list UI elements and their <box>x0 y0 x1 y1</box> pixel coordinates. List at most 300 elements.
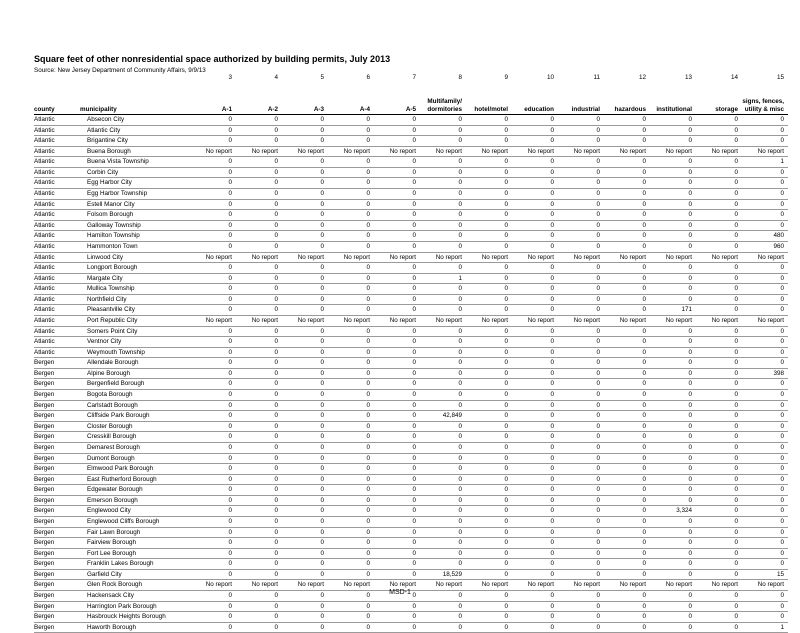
value-cell: 0 <box>742 400 788 411</box>
value-cell: 0 <box>604 210 650 221</box>
value-cell: 0 <box>236 622 282 633</box>
value-cell: 0 <box>696 442 742 453</box>
value-cell: 0 <box>512 305 558 316</box>
value-cell: 0 <box>742 220 788 231</box>
table-row <box>34 390 788 401</box>
value-cell: 0 <box>696 263 742 274</box>
value-cell: 0 <box>190 305 236 316</box>
county-cell: Bergen <box>34 368 80 379</box>
value-cell: No report <box>328 315 374 326</box>
value-cell: 0 <box>466 411 512 422</box>
table-row <box>34 157 788 168</box>
value-cell: No report <box>328 146 374 157</box>
value-cell: 0 <box>420 421 466 432</box>
value-cell: 0 <box>696 411 742 422</box>
municipality-cell: Linwood City <box>80 252 190 263</box>
value-cell: 0 <box>190 115 236 126</box>
value-cell: 0 <box>650 400 696 411</box>
value-cell: 0 <box>558 305 604 316</box>
value-cell: 0 <box>282 167 328 178</box>
value-cell: No report <box>190 315 236 326</box>
value-cell: 0 <box>236 337 282 348</box>
value-cell: No report <box>466 315 512 326</box>
value-cell: 0 <box>374 220 420 231</box>
value-cell: 0 <box>696 189 742 200</box>
value-cell: 0 <box>650 495 696 506</box>
value-cell: 0 <box>374 263 420 274</box>
value-cell: 0 <box>466 241 512 252</box>
county-cell: Atlantic <box>34 315 80 326</box>
value-cell: 0 <box>374 199 420 210</box>
county-cell: Atlantic <box>34 337 80 348</box>
value-cell: 0 <box>650 157 696 168</box>
value-cell: 0 <box>558 326 604 337</box>
header-cell: institutional <box>650 83 696 115</box>
value-cell: 0 <box>282 495 328 506</box>
table-row <box>34 421 788 432</box>
value-cell: 0 <box>282 411 328 422</box>
value-cell: 0 <box>742 390 788 401</box>
value-cell: 0 <box>558 125 604 136</box>
county-cell: Bergen <box>34 527 80 538</box>
value-cell: 0 <box>328 538 374 549</box>
value-cell: 0 <box>190 199 236 210</box>
table-row <box>34 241 788 252</box>
value-cell: 0 <box>236 464 282 475</box>
value-cell: 0 <box>696 305 742 316</box>
municipality-cell: Elmwood Park Borough <box>80 464 190 475</box>
value-cell: 0 <box>466 157 512 168</box>
value-cell: 0 <box>696 220 742 231</box>
value-cell: 0 <box>190 442 236 453</box>
value-cell: 0 <box>236 453 282 464</box>
value-cell: No report <box>282 146 328 157</box>
value-cell: 0 <box>512 591 558 602</box>
value-cell: 0 <box>374 136 420 147</box>
value-cell: 0 <box>190 516 236 527</box>
value-cell: No report <box>190 252 236 263</box>
value-cell: 0 <box>742 210 788 221</box>
value-cell: 0 <box>742 506 788 517</box>
value-cell: 0 <box>696 559 742 570</box>
value-cell: 0 <box>696 538 742 549</box>
value-cell: 960 <box>742 241 788 252</box>
header-cell: A-4 <box>328 83 374 115</box>
value-cell: 0 <box>604 485 650 496</box>
value-cell: 0 <box>374 432 420 443</box>
value-cell: 0 <box>236 474 282 485</box>
header-cell: storage <box>696 83 742 115</box>
value-cell: 0 <box>190 601 236 612</box>
value-cell: 0 <box>604 527 650 538</box>
value-cell: 0 <box>374 368 420 379</box>
column-number: 6 <box>366 74 370 81</box>
value-cell: 0 <box>512 199 558 210</box>
value-cell: 0 <box>282 157 328 168</box>
value-cell: 0 <box>466 263 512 274</box>
value-cell: 0 <box>604 601 650 612</box>
value-cell: 0 <box>420 453 466 464</box>
value-cell: 0 <box>742 591 788 602</box>
county-cell: Bergen <box>34 474 80 485</box>
value-cell: 0 <box>466 294 512 305</box>
value-cell: 0 <box>650 368 696 379</box>
county-cell: Atlantic <box>34 273 80 284</box>
value-cell: 0 <box>374 337 420 348</box>
value-cell: 0 <box>466 379 512 390</box>
value-cell: 0 <box>742 516 788 527</box>
value-cell: 0 <box>742 326 788 337</box>
county-cell: Bergen <box>34 612 80 623</box>
municipality-cell: Longport Borough <box>80 263 190 274</box>
value-cell: 0 <box>236 157 282 168</box>
value-cell: 0 <box>604 284 650 295</box>
value-cell: 0 <box>236 125 282 136</box>
value-cell: 0 <box>328 474 374 485</box>
table-row <box>34 210 788 221</box>
page-footer: MSD-1 <box>389 589 411 596</box>
value-cell: 0 <box>374 210 420 221</box>
value-cell: 0 <box>328 326 374 337</box>
table-row <box>34 411 788 422</box>
municipality-cell: Closter Borough <box>80 421 190 432</box>
value-cell: No report <box>236 580 282 591</box>
value-cell: 0 <box>374 347 420 358</box>
value-cell: 0 <box>190 612 236 623</box>
value-cell: 0 <box>466 231 512 242</box>
value-cell: 0 <box>742 485 788 496</box>
value-cell: No report <box>742 315 788 326</box>
municipality-cell: Buena Vista Township <box>80 157 190 168</box>
county-cell: Bergen <box>34 390 80 401</box>
value-cell: 0 <box>328 368 374 379</box>
value-cell: 0 <box>558 167 604 178</box>
value-cell: No report <box>282 252 328 263</box>
value-cell: 0 <box>374 326 420 337</box>
value-cell: 0 <box>466 189 512 200</box>
value-cell: 0 <box>190 390 236 401</box>
county-cell: Bergen <box>34 464 80 475</box>
value-cell: 0 <box>190 273 236 284</box>
value-cell: 0 <box>604 273 650 284</box>
value-cell: 0 <box>190 569 236 580</box>
value-cell: 0 <box>512 421 558 432</box>
table-row <box>34 432 788 443</box>
value-cell: 0 <box>236 516 282 527</box>
county-cell: Bergen <box>34 379 80 390</box>
value-cell: 0 <box>420 506 466 517</box>
value-cell: 0 <box>512 157 558 168</box>
value-cell: 0 <box>650 210 696 221</box>
value-cell: 1 <box>742 622 788 633</box>
county-cell: Atlantic <box>34 178 80 189</box>
value-cell: 0 <box>604 506 650 517</box>
value-cell: 0 <box>512 358 558 369</box>
permits-table <box>34 73 788 633</box>
value-cell: 0 <box>466 167 512 178</box>
value-cell: 0 <box>742 421 788 432</box>
column-number: 14 <box>730 74 738 81</box>
value-cell: 0 <box>604 368 650 379</box>
value-cell: 0 <box>374 548 420 559</box>
value-cell: 0 <box>650 273 696 284</box>
value-cell: 0 <box>558 241 604 252</box>
county-cell: Bergen <box>34 495 80 506</box>
county-cell: Atlantic <box>34 231 80 242</box>
value-cell: 0 <box>604 591 650 602</box>
value-cell: 0 <box>512 125 558 136</box>
county-cell: Atlantic <box>34 326 80 337</box>
header-cell: signs, fences, utility & misc <box>742 83 788 115</box>
value-cell: 0 <box>512 347 558 358</box>
value-cell: No report <box>236 252 282 263</box>
municipality-cell: Demarest Borough <box>80 442 190 453</box>
municipality-cell: Alpine Borough <box>80 368 190 379</box>
value-cell: 0 <box>374 527 420 538</box>
value-cell: 0 <box>604 516 650 527</box>
value-cell: 0 <box>282 379 328 390</box>
value-cell: 0 <box>420 125 466 136</box>
value-cell: 0 <box>512 167 558 178</box>
value-cell: 0 <box>282 210 328 221</box>
value-cell: 0 <box>420 432 466 443</box>
value-cell: No report <box>282 315 328 326</box>
value-cell: 0 <box>650 284 696 295</box>
value-cell: 0 <box>742 411 788 422</box>
value-cell: 0 <box>604 167 650 178</box>
value-cell: 0 <box>558 506 604 517</box>
value-cell: 0 <box>650 442 696 453</box>
value-cell: 0 <box>604 157 650 168</box>
value-cell: 0 <box>650 485 696 496</box>
table-row <box>34 495 788 506</box>
value-cell: No report <box>696 315 742 326</box>
value-cell: 0 <box>512 495 558 506</box>
value-cell: 0 <box>374 559 420 570</box>
value-cell: 0 <box>650 199 696 210</box>
value-cell: 0 <box>466 559 512 570</box>
value-cell: 0 <box>236 612 282 623</box>
county-cell: Atlantic <box>34 263 80 274</box>
value-cell: 0 <box>650 220 696 231</box>
table-body <box>34 115 788 633</box>
page-title: Square feet of other nonresidential space authorized by building permits, July 2013 <box>34 54 391 64</box>
county-cell: Atlantic <box>34 220 80 231</box>
value-cell: 18,529 <box>420 569 466 580</box>
value-cell: 0 <box>374 379 420 390</box>
value-cell: 0 <box>604 400 650 411</box>
value-cell: 0 <box>558 421 604 432</box>
column-number: 4 <box>274 74 278 81</box>
value-cell: 0 <box>282 347 328 358</box>
value-cell: 0 <box>236 136 282 147</box>
value-cell: 0 <box>742 189 788 200</box>
municipality-cell: Mullica Township <box>80 284 190 295</box>
value-cell: No report <box>558 252 604 263</box>
value-cell: 0 <box>328 125 374 136</box>
value-cell: 0 <box>558 358 604 369</box>
column-number: 10 <box>546 74 554 81</box>
value-cell: 0 <box>190 284 236 295</box>
value-cell: 0 <box>512 294 558 305</box>
value-cell: 0 <box>604 220 650 231</box>
value-cell: 0 <box>328 241 374 252</box>
value-cell: 0 <box>236 189 282 200</box>
value-cell: 3,324 <box>650 506 696 517</box>
value-cell: 0 <box>466 178 512 189</box>
value-cell: No report <box>374 146 420 157</box>
value-cell: 0 <box>558 400 604 411</box>
value-cell: 0 <box>420 326 466 337</box>
value-cell: 0 <box>190 189 236 200</box>
value-cell: 0 <box>282 231 328 242</box>
table-row <box>34 125 788 136</box>
value-cell: 0 <box>328 516 374 527</box>
value-cell: 0 <box>604 125 650 136</box>
value-cell: 0 <box>420 210 466 221</box>
value-cell: 0 <box>604 358 650 369</box>
header-cell: A-1 <box>190 83 236 115</box>
value-cell: 0 <box>466 115 512 126</box>
value-cell: 0 <box>466 220 512 231</box>
value-cell: 0 <box>604 337 650 348</box>
value-cell: 0 <box>650 474 696 485</box>
value-cell: 0 <box>696 421 742 432</box>
value-cell: 0 <box>466 432 512 443</box>
municipality-cell: Fort Lee Borough <box>80 548 190 559</box>
table-row <box>34 136 788 147</box>
value-cell: 0 <box>512 474 558 485</box>
value-cell: 0 <box>604 622 650 633</box>
value-cell: 0 <box>466 569 512 580</box>
value-cell: 0 <box>696 527 742 538</box>
county-cell: Atlantic <box>34 252 80 263</box>
value-cell: 0 <box>282 189 328 200</box>
value-cell: 0 <box>466 337 512 348</box>
value-cell: 0 <box>558 411 604 422</box>
value-cell: 0 <box>650 516 696 527</box>
value-cell: 0 <box>282 136 328 147</box>
value-cell: 0 <box>742 601 788 612</box>
table-row <box>34 326 788 337</box>
value-cell: 0 <box>650 411 696 422</box>
value-cell: No report <box>604 146 650 157</box>
value-cell: No report <box>420 252 466 263</box>
value-cell: 0 <box>696 432 742 443</box>
value-cell: 0 <box>742 347 788 358</box>
value-cell: 0 <box>190 220 236 231</box>
value-cell: 0 <box>696 231 742 242</box>
value-cell: No report <box>696 146 742 157</box>
value-cell: 0 <box>650 569 696 580</box>
value-cell: 0 <box>742 263 788 274</box>
value-cell: 0 <box>282 220 328 231</box>
value-cell: 0 <box>558 516 604 527</box>
value-cell: 0 <box>420 136 466 147</box>
value-cell: 0 <box>328 210 374 221</box>
value-cell: 0 <box>236 379 282 390</box>
value-cell: 0 <box>190 432 236 443</box>
value-cell: 0 <box>650 390 696 401</box>
value-cell: 0 <box>236 569 282 580</box>
value-cell: 0 <box>512 368 558 379</box>
value-cell: 0 <box>512 337 558 348</box>
value-cell: 1 <box>742 157 788 168</box>
value-cell: No report <box>374 580 420 591</box>
value-cell: 0 <box>466 548 512 559</box>
value-cell: 0 <box>742 432 788 443</box>
value-cell: 0 <box>282 115 328 126</box>
municipality-cell: Buena Borough <box>80 146 190 157</box>
table-row <box>34 189 788 200</box>
table-row <box>34 263 788 274</box>
table-row <box>34 294 788 305</box>
table-row <box>34 622 788 633</box>
value-cell: 0 <box>374 400 420 411</box>
table-row <box>34 612 788 623</box>
value-cell: 0 <box>466 400 512 411</box>
value-cell: No report <box>650 580 696 591</box>
value-cell: 0 <box>742 538 788 549</box>
value-cell: 0 <box>420 231 466 242</box>
value-cell: 0 <box>742 379 788 390</box>
county-cell: Bergen <box>34 432 80 443</box>
column-number: 3 <box>228 74 232 81</box>
value-cell: 0 <box>282 453 328 464</box>
value-cell: 0 <box>328 506 374 517</box>
value-cell: 0 <box>420 538 466 549</box>
value-cell: 0 <box>374 453 420 464</box>
value-cell: 0 <box>190 263 236 274</box>
value-cell: 0 <box>696 294 742 305</box>
value-cell: 0 <box>236 432 282 443</box>
value-cell: 0 <box>420 167 466 178</box>
value-cell: 0 <box>282 622 328 633</box>
value-cell: 0 <box>282 390 328 401</box>
value-cell: 0 <box>328 358 374 369</box>
table-row <box>34 315 788 326</box>
value-cell: 0 <box>282 464 328 475</box>
municipality-cell: Margate City <box>80 273 190 284</box>
value-cell: No report <box>282 580 328 591</box>
value-cell: 0 <box>190 326 236 337</box>
value-cell: 0 <box>190 241 236 252</box>
value-cell: 0 <box>604 495 650 506</box>
value-cell: 0 <box>466 612 512 623</box>
source-note: Source: New Jersey Department of Community Affairs, 9/9/13 <box>34 67 206 74</box>
table-row <box>34 146 788 157</box>
municipality-cell: Fairview Borough <box>80 538 190 549</box>
value-cell: 0 <box>604 241 650 252</box>
value-cell: 0 <box>374 591 420 602</box>
table-row <box>34 358 788 369</box>
value-cell: No report <box>650 252 696 263</box>
value-cell: 0 <box>420 220 466 231</box>
value-cell: 0 <box>512 390 558 401</box>
value-cell: No report <box>512 580 558 591</box>
value-cell: 0 <box>420 178 466 189</box>
value-cell: 0 <box>374 464 420 475</box>
value-cell: 0 <box>558 379 604 390</box>
table-row <box>34 178 788 189</box>
value-cell: 0 <box>328 294 374 305</box>
county-cell: Atlantic <box>34 210 80 221</box>
value-cell: 0 <box>282 199 328 210</box>
value-cell: 0 <box>696 506 742 517</box>
value-cell: 0 <box>282 612 328 623</box>
value-cell: 0 <box>236 485 282 496</box>
municipality-cell: Emerson Borough <box>80 495 190 506</box>
